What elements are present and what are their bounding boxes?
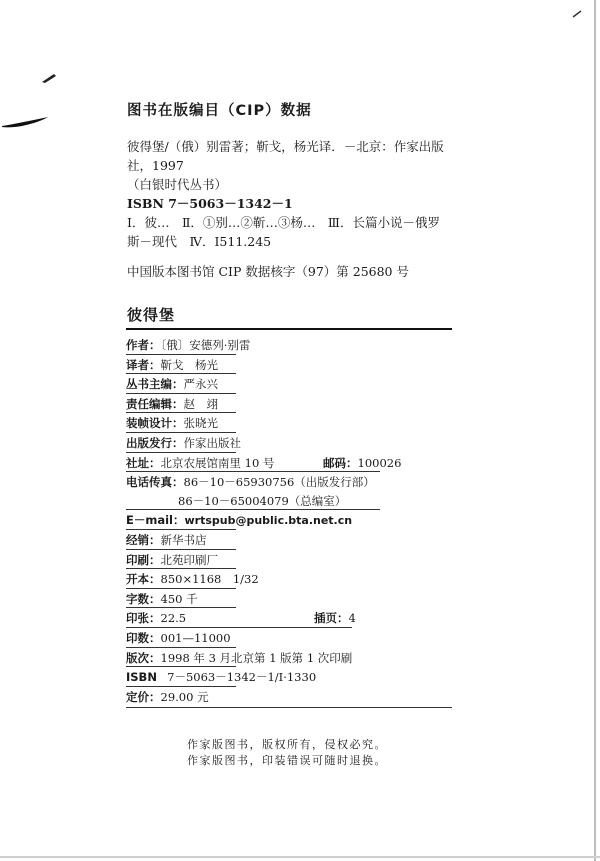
- imprint-label: 装帧设计：: [126, 416, 184, 431]
- imprint-row-phone: [126, 472, 526, 491]
- imprint-value: 北苑印刷厂: [160, 552, 218, 567]
- imprint-label: 丛书主编：: [126, 377, 184, 392]
- imprint-value: 001—11000: [160, 630, 231, 645]
- imprint-row-address: [126, 453, 526, 472]
- imprint-label: 责任编辑：: [126, 396, 184, 411]
- imprint-value: 作家出版社: [183, 435, 241, 450]
- imprint-value: 北京农展馆南里 10 号: [160, 455, 275, 470]
- cip-line: 斯－现代 Ⅳ．I511.245: [127, 234, 272, 249]
- imprint-row-author: [126, 335, 526, 354]
- imprint-value: 严永兴: [183, 377, 218, 392]
- scan-edge-bottom: [0, 856, 600, 858]
- imprint-row-printer: [126, 550, 526, 569]
- imprint-row-wordcount: [126, 589, 526, 608]
- rights-notice-line: 作家版图书，版权所有，侵权必究。: [187, 738, 387, 751]
- imprint-row-series-editor: [126, 374, 526, 393]
- imprint-label: 译者：: [126, 357, 161, 372]
- imprint-label: 开本：: [126, 572, 161, 587]
- ink-speck-mark: [40, 70, 60, 84]
- imprint-value: 7－5063－1342－1/I·1330: [167, 670, 317, 685]
- imprint-value: 100026: [357, 455, 402, 470]
- imprint-row-isbn: [126, 667, 526, 686]
- cip-block: [127, 99, 527, 281]
- imprint-label: 字数：: [126, 591, 161, 606]
- imprint-value: 4: [348, 611, 356, 626]
- imprint-value: 850×1168 1/32: [160, 572, 259, 587]
- imprint-row-distributor: [126, 530, 526, 549]
- imprint-row-designer: [126, 413, 526, 432]
- rights-notice: [187, 737, 387, 769]
- cip-line: 社，1997: [127, 158, 184, 173]
- cip-line: （白银时代丛书）: [127, 177, 228, 192]
- imprint-value: 张晓光: [183, 416, 218, 431]
- cip-record-number: 中国版本图书馆 CIP 数据核字（97）第 25680 号: [127, 264, 409, 279]
- imprint-value: wrtspub@public.bta.net.cn: [184, 514, 353, 528]
- scan-edge-right: [594, 0, 596, 861]
- closing-rule: [126, 707, 452, 708]
- imprint-value: 〔俄〕安德列·别雷: [160, 338, 251, 352]
- cip-line: 彼得堡/（俄）别雷著；靳戈，杨光译．－北京：作家出版: [127, 139, 444, 154]
- ink-smudge-mark: [0, 114, 52, 130]
- imprint-value: 450 千: [160, 591, 198, 606]
- imprint-block: [126, 335, 526, 708]
- imprint-label: 印数：: [126, 630, 161, 645]
- imprint-label: 插页：: [314, 611, 349, 626]
- book-title: 彼得堡: [127, 306, 176, 324]
- imprint-row-printrun: [126, 628, 526, 647]
- imprint-row-translator: [126, 355, 526, 374]
- imprint-row-sheets: [126, 608, 526, 627]
- imprint-label: E－mail：: [126, 513, 185, 528]
- rights-notice-line: 作家版图书，印装错误可随时退换。: [187, 754, 387, 767]
- cip-line-isbn: ISBN 7－5063－1342－1: [127, 196, 293, 211]
- imprint-label: 经销：: [126, 532, 161, 547]
- imprint-row-publisher: [126, 433, 526, 452]
- title-rule: [126, 328, 452, 330]
- imprint-value: 29.00 元: [160, 689, 209, 704]
- cip-line: Ⅰ．彼… Ⅱ．①别…②靳…③杨… Ⅲ．长篇小说－俄罗: [127, 215, 440, 230]
- imprint-label: ISBN: [126, 670, 157, 685]
- imprint-label: 版次：: [126, 650, 161, 665]
- imprint-label: 印刷：: [126, 552, 161, 567]
- imprint-value: 1998 年 3 月北京第 1 版第 1 次印刷: [160, 650, 353, 665]
- imprint-value: 86－10－65004079（总编室）: [178, 493, 347, 508]
- imprint-value: 靳戈 杨光: [160, 357, 218, 372]
- imprint-label: 定价：: [126, 689, 161, 704]
- imprint-label: 作者：: [126, 338, 161, 352]
- imprint-row-format: [126, 569, 526, 588]
- imprint-value: 赵 翊: [183, 396, 218, 411]
- imprint-row-editor: [126, 394, 526, 413]
- imprint-label: 出版发行：: [126, 435, 184, 450]
- imprint-value: 86－10－65930756（出版发行部）: [183, 475, 375, 490]
- imprint-value: 22.5: [160, 611, 187, 626]
- imprint-label: 邮码：: [323, 455, 358, 470]
- imprint-row-email: [126, 510, 526, 529]
- imprint-label: 印张：: [126, 611, 161, 626]
- imprint-row-price: [126, 687, 526, 706]
- imprint-value: 新华书店: [160, 532, 207, 547]
- corner-speck-mark: [570, 8, 584, 20]
- imprint-row-edition: [126, 648, 526, 667]
- imprint-label: 电话传真：: [126, 475, 184, 490]
- imprint-label: 社址：: [126, 455, 161, 470]
- cip-title: 图书在版编目（CIP）数据: [127, 103, 312, 119]
- imprint-row-phone-2: [126, 491, 526, 510]
